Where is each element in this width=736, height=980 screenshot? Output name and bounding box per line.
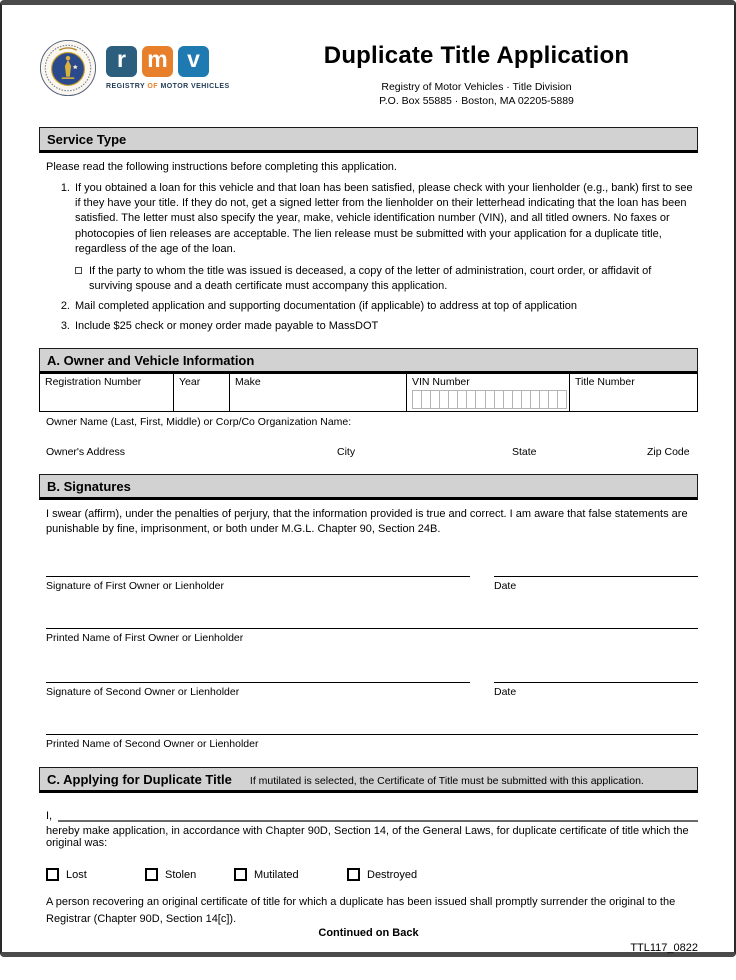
title-number-label: Title Number	[575, 375, 635, 388]
signature-second-owner-label: Signature of Second Owner or Lienholder	[46, 686, 240, 699]
printed-name-first-owner-label: Printed Name of First Owner or Lienholder	[46, 632, 244, 645]
deceased-note-text: If the party to whom the title was issued is deceased, a copy of the letter of administration, court order, or affidavit of surviving spouse and a death certificate must accompany this application.	[89, 264, 652, 293]
first-owner-date-col	[494, 565, 698, 592]
section-header-c	[39, 767, 698, 793]
surrender-note: A person recovering an original certificate of title for which a duplicate has been issued shall promptly surrender the original to the Registrar (Chapter 90D, Section 14[c]).	[46, 896, 676, 925]
printed-name-second-owner-label: Printed Name of Second Owner or Lienholder	[46, 738, 259, 751]
applicant-name-line[interactable]	[58, 811, 698, 822]
item-number: 2.	[60, 300, 70, 313]
checkbox-icon[interactable]	[46, 868, 59, 881]
section-header-a	[39, 348, 698, 374]
rmv-letter-r: r	[117, 46, 126, 72]
owner-name-field[interactable]: Owner Name (Last, First, Middle) or Corp/Co Organization Name:	[46, 415, 352, 428]
page-title: Duplicate Title Application	[323, 42, 630, 69]
vin-cell[interactable]	[557, 390, 567, 409]
mutilated-note: If mutilated is selected, the Certificate of Title must be submitted with this application.	[249, 775, 644, 788]
checkbox-stolen[interactable]	[145, 868, 234, 881]
org-line-1: Registry of Motor Vehicles · Title Division	[381, 81, 572, 93]
year-label: Year	[179, 375, 201, 388]
bullet-square-icon	[75, 267, 82, 274]
form-footer	[39, 927, 698, 980]
item-text: Include $25 check or money order made payable to MassDOT	[75, 320, 379, 333]
item-text: If you obtained a loan for this vehicle and that loan has been satisfied, please check with your lienholder (e.g., bank) first to see if they have your title. If they do not, get a signed letter from the lienholder on their letterhead indicating that the loan has been satisfied. The letter must also specify the year, make, vehicle identification number (VIN), and all titled owners. No faxes or photocopies of lien releases are acceptable. The lien release must be submitted with your application for a duplicate title, regardless of the age of the loan.	[75, 182, 693, 255]
section-b-title: B. Signatures	[47, 478, 131, 494]
checkbox-icon[interactable]	[347, 868, 360, 881]
i-label: I,	[46, 810, 53, 823]
checkbox-mutilated-label: Mutilated	[254, 868, 299, 881]
instruction-item-2	[39, 299, 698, 314]
rmv-tagline	[106, 83, 230, 90]
perjury-statement: I swear (affirm), under the penalties of perjury, that the information provided is true and correct. I am aware that false statements are punishable by fine, imprisonment, or both under M.G.L. Chapter 90, Section 24B.	[46, 507, 688, 536]
org-line-2: P.O. Box 55885 · Boston, MA 02205-5889	[379, 95, 574, 107]
form-header	[39, 39, 698, 108]
item-number: 1.	[60, 182, 70, 194]
checkbox-lost-label: Lost	[66, 868, 87, 881]
massachusetts-state-seal-icon	[39, 39, 97, 97]
printed-name-line-second-owner[interactable]	[46, 723, 698, 735]
first-owner-printed-row	[46, 617, 698, 644]
checkbox-lost[interactable]	[46, 868, 145, 881]
tagline-registry: REGISTRY	[106, 83, 145, 90]
rmv-logo	[106, 46, 230, 90]
tagline-of: OF	[147, 83, 159, 90]
make-label: Make	[235, 375, 261, 388]
rmv-logo-tiles	[106, 46, 230, 77]
vehicle-info-table	[39, 374, 698, 412]
title-block	[255, 39, 698, 108]
brand-block	[39, 39, 255, 108]
section-header-b	[39, 474, 698, 500]
tagline-motor-vehicles: MOTOR VEHICLES	[160, 83, 230, 90]
section-header-service-type	[39, 127, 698, 153]
application-statement: hereby make application, in accordance with Chapter 90D, Section 14, of the General Laws, for duplicate certificate of title which the original was:	[46, 825, 689, 850]
date-line-second-owner[interactable]	[494, 671, 698, 683]
zip-code-label: Zip Code	[647, 445, 690, 458]
section-a-title: A. Owner and Vehicle Information	[47, 352, 255, 368]
registration-number-label: Registration Number	[45, 375, 142, 388]
date-label: Date	[494, 580, 517, 593]
second-owner-printed-row	[46, 723, 698, 750]
checkbox-icon[interactable]	[234, 868, 247, 881]
signature-line-second-owner[interactable]	[46, 671, 470, 683]
org-address	[255, 80, 698, 108]
checkbox-destroyed[interactable]	[347, 868, 417, 881]
vin-number-label: VIN Number	[412, 375, 470, 388]
section-c-title: C. Applying for Duplicate Title	[47, 772, 232, 788]
registration-number-field[interactable]	[40, 374, 174, 411]
checkbox-icon[interactable]	[145, 868, 158, 881]
year-field[interactable]	[174, 374, 230, 411]
signature-line-first-owner[interactable]	[46, 565, 470, 577]
rmv-tile-m	[142, 46, 173, 77]
owner-address-label: Owner's Address	[46, 445, 126, 458]
date-line-first-owner[interactable]	[494, 565, 698, 577]
city-label: City	[337, 445, 356, 458]
instruction-item-1	[39, 181, 698, 257]
date-label: Date	[494, 686, 517, 699]
rmv-tile-r	[106, 46, 137, 77]
checkbox-destroyed-label: Destroyed	[367, 868, 418, 881]
instruction-item-3	[39, 319, 698, 334]
first-owner-signature-col	[46, 565, 470, 592]
form-number: TTL117_0822	[630, 942, 698, 955]
title-number-field[interactable]	[570, 374, 697, 411]
first-owner-signature-row	[46, 565, 698, 592]
checkbox-stolen-label: Stolen	[165, 868, 197, 881]
make-field[interactable]	[230, 374, 407, 411]
signature-first-owner-label: Signature of First Owner or Lienholder	[46, 580, 225, 593]
second-owner-signature-col	[46, 671, 470, 698]
service-type-title: Service Type	[47, 132, 127, 147]
applicant-name-row	[46, 810, 698, 822]
instructions-intro: Please read the following instructions before completing this application.	[46, 161, 397, 173]
printed-name-line-first-owner[interactable]	[46, 617, 698, 629]
item-number: 3.	[60, 320, 70, 333]
rmv-tile-v	[178, 46, 209, 77]
item-text: Mail completed application and supporting documentation (if applicable) to address at top of application	[75, 300, 578, 313]
checkbox-mutilated[interactable]	[234, 868, 347, 881]
rmv-letter-m: m	[147, 46, 168, 72]
second-owner-signature-row	[46, 671, 698, 698]
deceased-note-item	[75, 264, 698, 294]
state-label: State	[512, 445, 537, 458]
rmv-letter-v: v	[187, 46, 200, 72]
duplicate-reason-checkboxes	[46, 868, 698, 881]
vin-number-field[interactable]	[407, 374, 570, 411]
vin-comb	[412, 390, 566, 409]
continued-on-back: Continued on Back	[318, 927, 419, 940]
owner-address-row[interactable]	[46, 446, 698, 458]
second-owner-date-col	[494, 671, 698, 698]
